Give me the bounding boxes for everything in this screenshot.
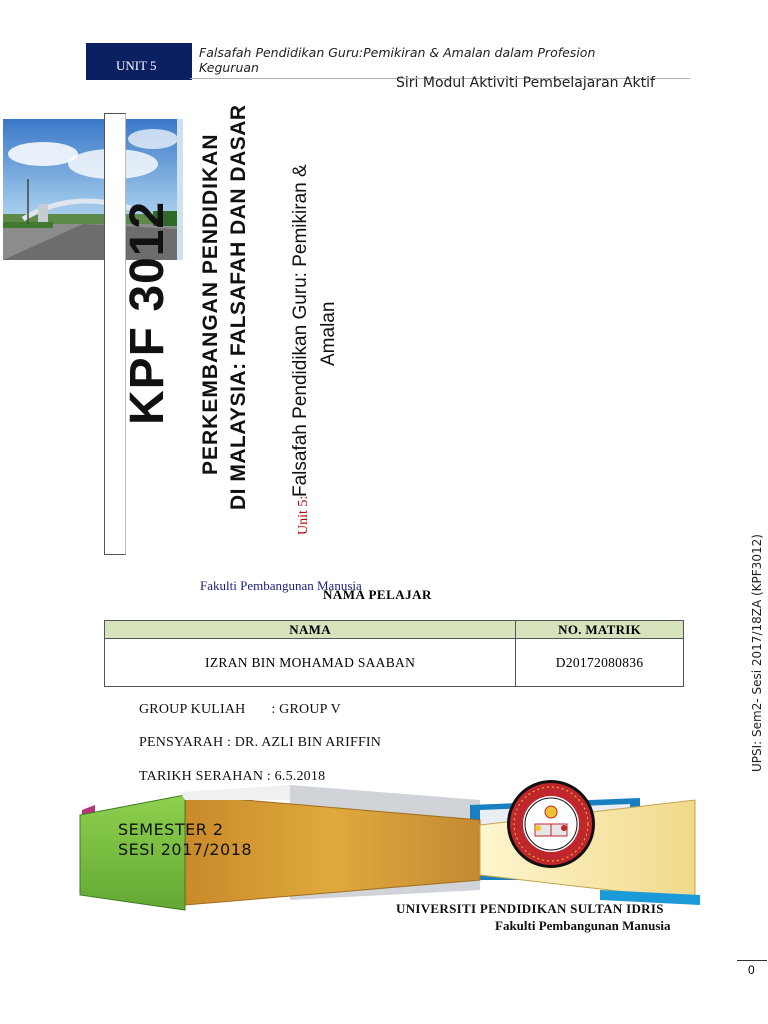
header-title: Falsafah Pendidikan Guru:Pemikiran & Amalan dalam Profesion Keguruan (199, 45, 596, 75)
photo-edge (177, 119, 183, 260)
subject-title-line2: DI MALAYSIA: FALSAFAH DAN DASAR (227, 104, 250, 510)
faculty-label: Fakulti Pembangunan Manusia (200, 578, 362, 593)
course-code: KPF 3012 (121, 200, 174, 425)
student-section-heading: NAMA PELAJAR (323, 587, 432, 602)
unit-label: UNIT 5 (116, 58, 157, 73)
table-header-row (105, 621, 684, 639)
faculty-name: Fakulti Pembangunan Manusia (495, 918, 671, 933)
student-table (104, 620, 684, 687)
unit-prefix: Unit 5: (296, 495, 311, 535)
series-subtitle: Siri Modul Aktiviti Pembelajaran Aktif (396, 75, 655, 91)
page-number-rule (737, 960, 767, 961)
semester-label: SEMESTER 2 (118, 820, 224, 839)
unit-label-box (86, 43, 192, 80)
submission-date: TARIKH SERAHAN : 6.5.2018 (139, 769, 326, 784)
page-number: 0 (748, 963, 755, 977)
semester-text (118, 820, 252, 860)
column-header-matric: NO. MATRIK (516, 621, 684, 639)
table-row (105, 639, 684, 687)
side-footer: UPSI: Sem2- Sesi 2017/18ZA (KPF3012) (750, 534, 764, 772)
group-info: GROUP KULIAH : GROUP V (139, 702, 341, 717)
student-name: IZRAN BIN MOHAMAD SAABAN (105, 639, 516, 687)
university-name: UNIVERSITI PENDIDIKAN SULTAN IDRIS (396, 901, 664, 916)
lecturer-info: PENSYARAH : DR. AZLI BIN ARIFFIN (139, 735, 382, 750)
unit-title-line2: Amalan (318, 301, 339, 366)
student-matric: D20172080836 (516, 639, 684, 687)
university-logo-icon (505, 778, 597, 870)
column-header-name: NAMA (105, 621, 516, 639)
unit-title-line1: Falsafah Pendidikan Guru: Pemikiran & (290, 164, 311, 497)
session-label: SESI 2017/2018 (118, 840, 253, 859)
subject-title-line1: PERKEMBANGAN PENDIDIKAN (199, 133, 222, 475)
